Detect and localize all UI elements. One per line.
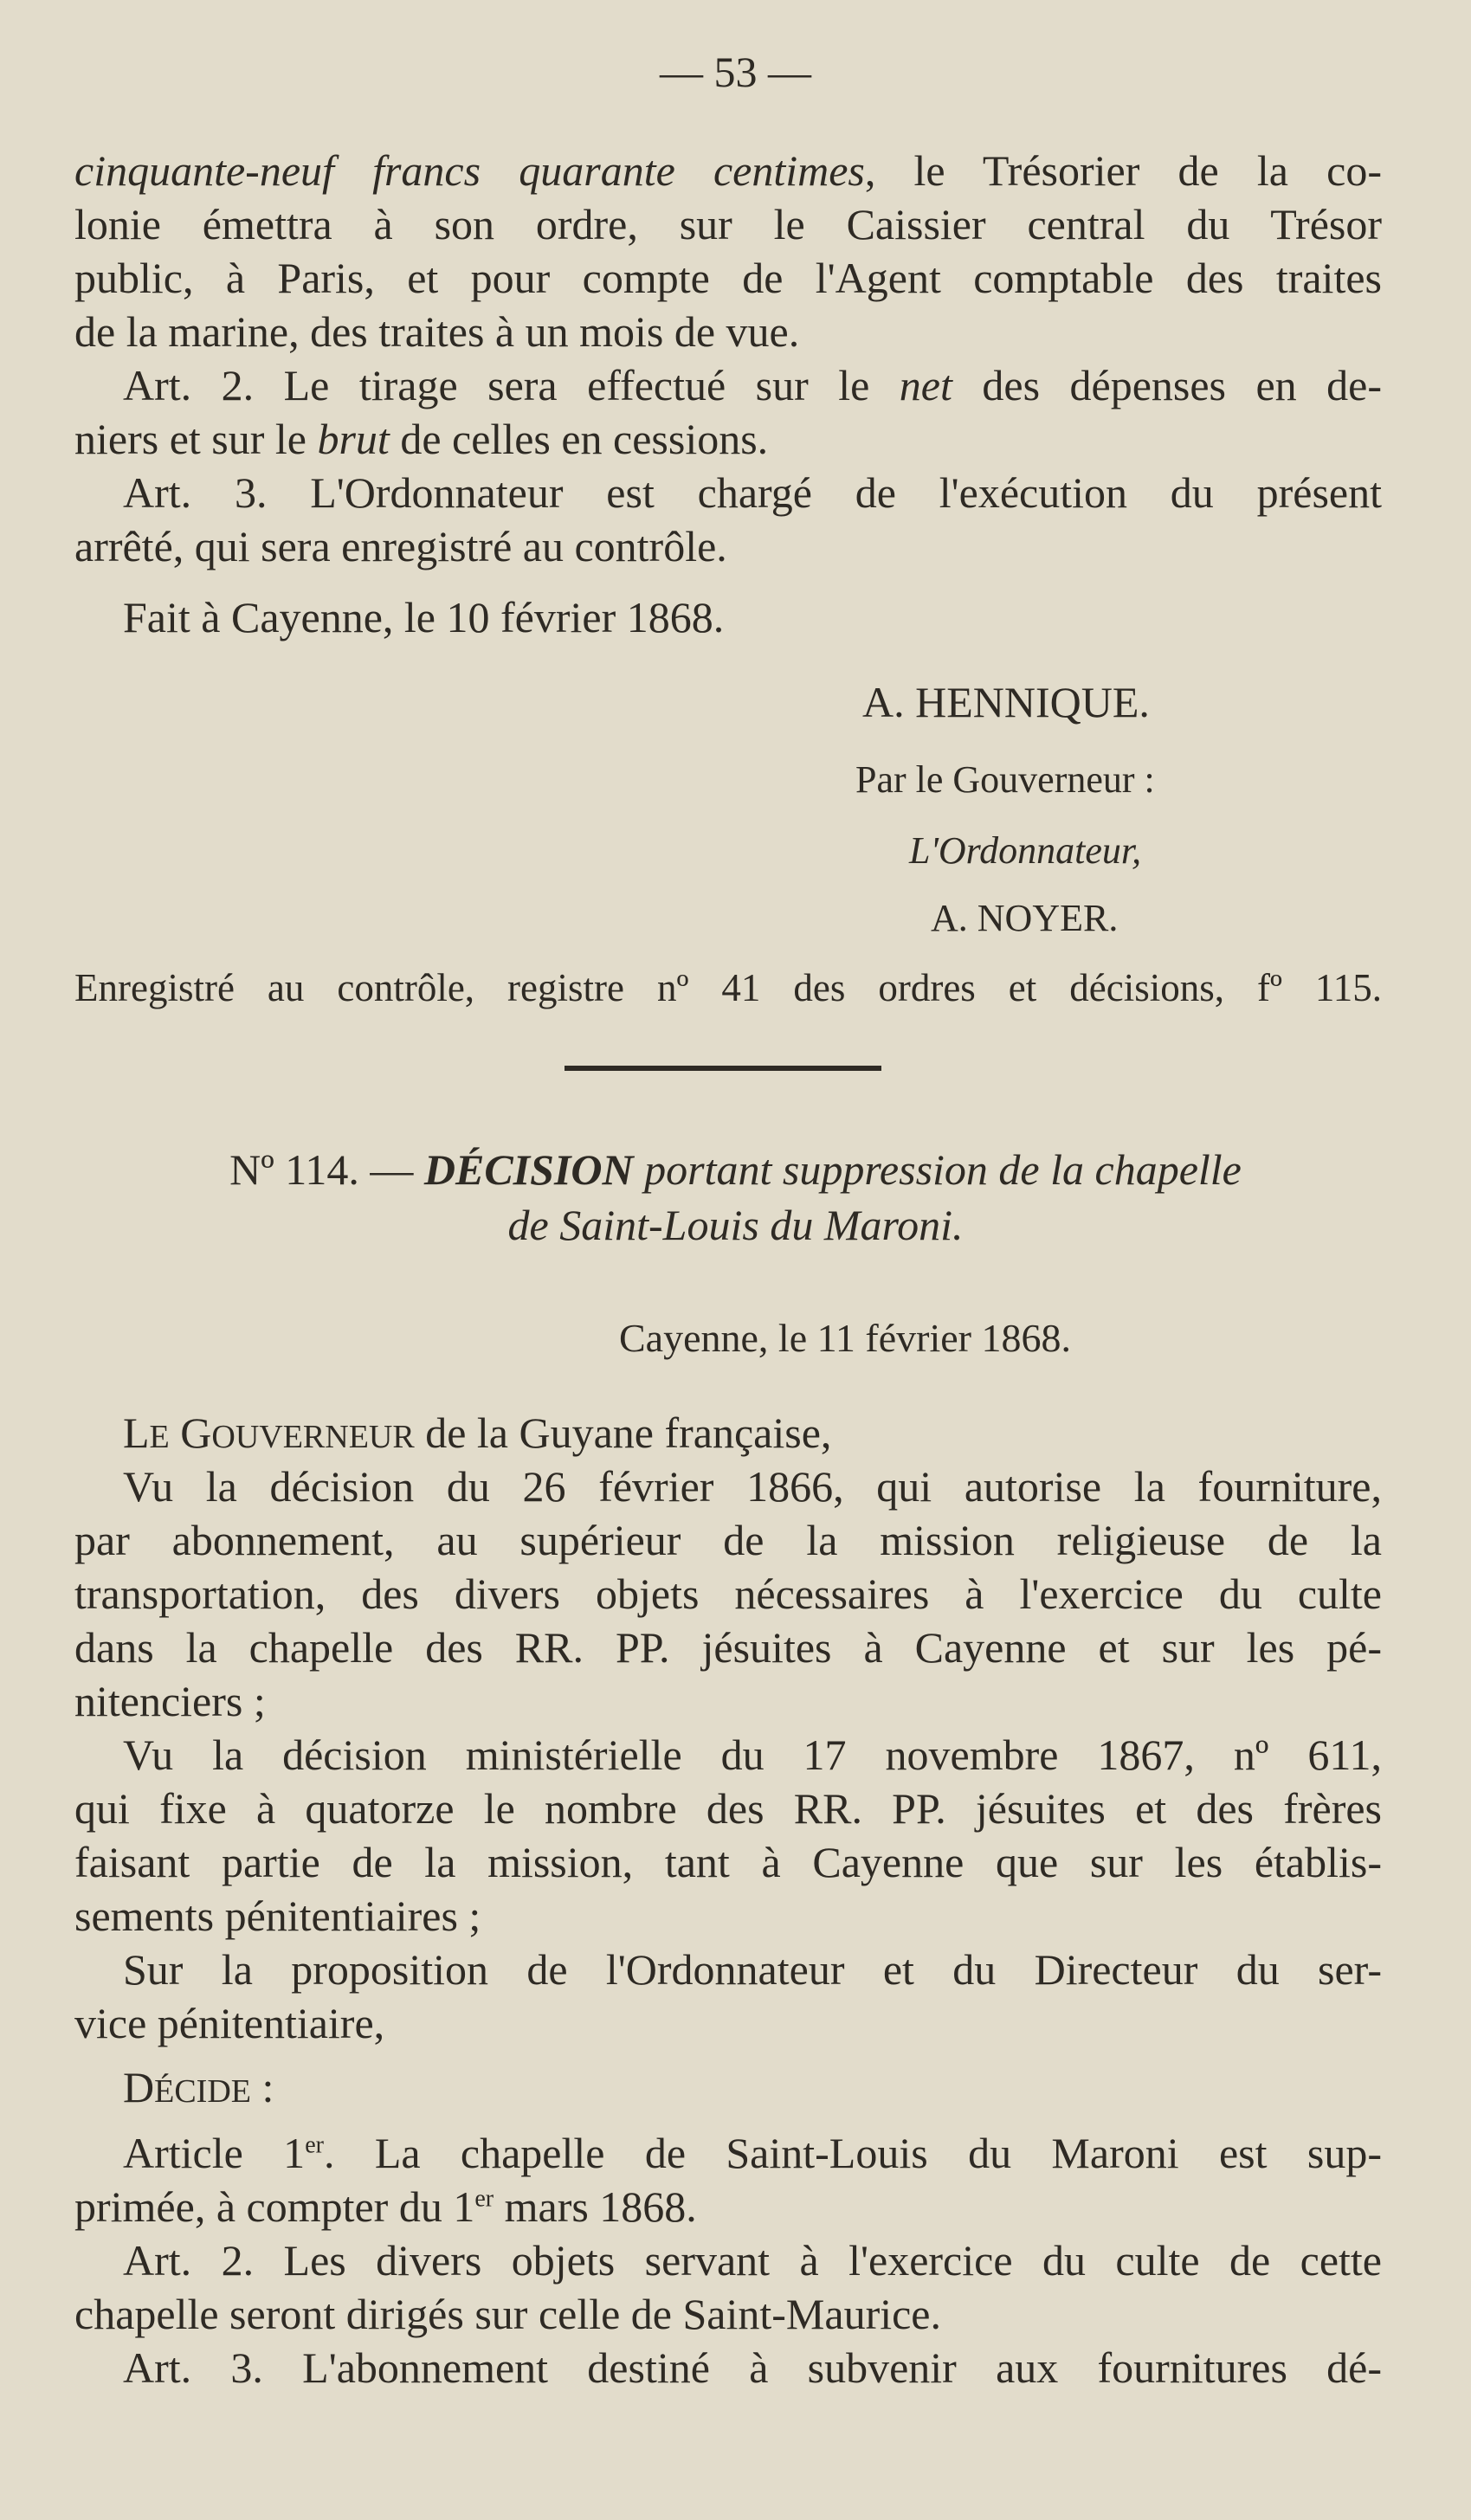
text-line: qui fixe à quatorze le nombre des RR. PP. jésuites et des frères [74,1784,1382,1833]
text-line: nitenciers ; [74,1677,266,1725]
decision-heading: Nº 114. — DÉCISION portant suppression de la chapelle [229,1145,1242,1194]
text-line: Art. 2. Les divers objets servant à l'exercice du culte de cette [123,2236,1382,2285]
decision-heading-2: de Saint-Louis du Maroni. [507,1201,964,1249]
text-line: chapelle seront dirigés sur celle de Saint-Maurice. [74,2290,942,2338]
page-number: — 53 — [660,48,811,96]
text-line: niers et sur le brut de celles en cessions. [74,415,769,463]
signature-name-2: A. NOYER. [931,897,1119,939]
text-line: Art. 3. L'abonnement destiné à subvenir aux fournitures dé- [123,2343,1382,2392]
decide-heading: DÉCIDE : [123,2063,274,2111]
text-line: arrêté, qui sera enregistré au contrôle. [74,522,727,570]
text-line: Art. 2. Le tirage sera effectué sur le net des dépenses en de- [123,361,1382,409]
text-line: public, à Paris, et pour compte de l'Agent comptable des traites [74,254,1382,302]
section-divider [565,1066,881,1071]
text-line: faisant partie de la mission, tant à Cayenne que sur les établis- [74,1838,1382,1886]
text-line: Article 1er. La chapelle de Saint-Louis du Maroni est sup- [123,2129,1382,2177]
text-line: Art. 3. L'Ordonnateur est chargé de l'exécution du présent [123,468,1382,517]
text-line: vice pénitentiaire, [74,1999,385,2047]
text-line: Vu la décision ministérielle du 17 novembre 1867, nº 611, [123,1730,1382,1779]
text-line: cinquante-neuf francs quarante centimes, le Trésorier de la co- [74,146,1382,195]
text-line: sements pénitentiaires ; [74,1892,481,1940]
text-line: par abonnement, au supérieur de la mission religieuse de la [74,1516,1382,1564]
registration-note: Enregistré au contrôle, registre nº 41 des ordres et décisions, fº 115. [74,966,1382,1009]
governor-line: LE GOUVERNEUR de la Guyane française, [123,1408,832,1457]
date-line: Fait à Cayenne, le 10 février 1868. [123,593,725,641]
text-line: lonie émettra à son ordre, sur le Caissier central du Trésor [74,200,1382,248]
text-line: dans la chapelle des RR. PP. jésuites à Cayenne et sur les pé- [74,1623,1382,1672]
text-line: Sur la proposition de l'Ordonnateur et du Directeur du ser- [123,1945,1382,1994]
signature-role: L'Ordonnateur, [909,829,1142,872]
signature-title: Par le Gouverneur : [855,758,1155,801]
text-line: primée, à compter du 1er mars 1868. [74,2182,697,2231]
text-line: Vu la décision du 26 février 1866, qui autorise la fourniture, [123,1462,1382,1511]
place-date: Cayenne, le 11 février 1868. [619,1316,1071,1360]
text-line: transportation, des divers objets nécessaires à l'exercice du culte [74,1569,1382,1618]
signature-name: A. HENNIQUE. [862,678,1150,726]
text-line: de la marine, des traites à un mois de vue. [74,307,800,356]
